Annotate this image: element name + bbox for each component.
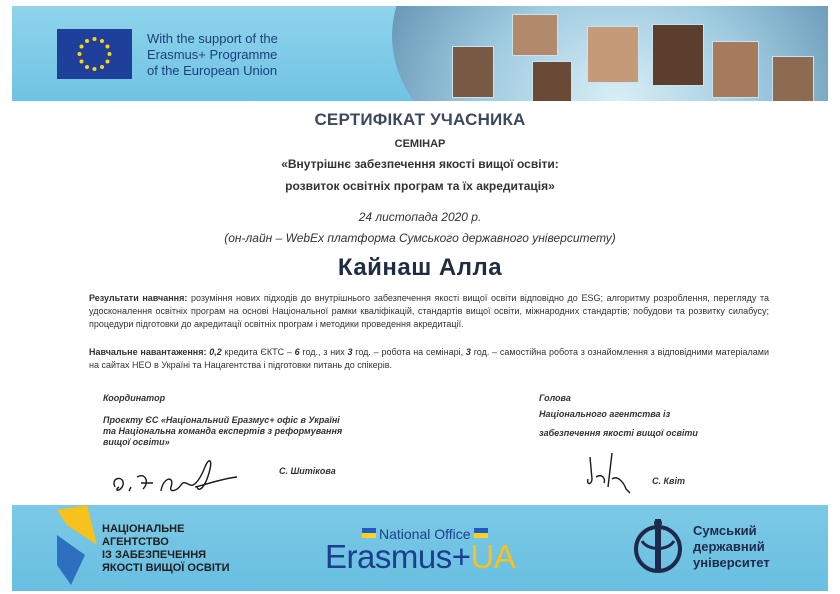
people-photo bbox=[532, 61, 572, 101]
participant-name: Кайнаш Алла bbox=[337, 254, 503, 281]
footer-banner bbox=[12, 505, 828, 591]
event-venue: (он-лайн – WebEx платформа Сумського державного університету) bbox=[224, 231, 616, 245]
support-line: Erasmus+ Programme bbox=[147, 47, 278, 62]
eu-flag-icon bbox=[57, 29, 132, 79]
ua-text: UA bbox=[470, 538, 516, 575]
workload-label: Навчальне навантаження: bbox=[89, 347, 207, 357]
workload-text: год. – самостійна робота з ознайомлення з відповідними матеріалами на сайтах НЕО в Україні та Нацагентства і підготовки питань до спікерів. bbox=[89, 347, 769, 370]
nqa-line: НАЦІОНАЛЬНЕ bbox=[102, 523, 185, 535]
workload-hours-seminar: 3 bbox=[347, 347, 353, 357]
coordinator-org-line: та Національна команда експертів з реформування bbox=[103, 426, 343, 436]
nqa-logo-icon bbox=[57, 505, 97, 585]
workload-text: год. – робота на семінарі, bbox=[352, 347, 466, 357]
nqa-line: АГЕНТСТВО bbox=[102, 536, 169, 548]
people-photo bbox=[512, 14, 558, 56]
coordinator-org-line: Проєкту ЄС «Національний Еразмус+ офіс в Україні bbox=[103, 415, 340, 425]
erasmus-text: Erasmus+ bbox=[325, 538, 471, 575]
sumdu-line: університет bbox=[693, 555, 770, 570]
nqa-line: ЯКОСТІ ВИЩОЇ ОСВІТИ bbox=[102, 562, 230, 574]
ukraine-flag-icon bbox=[474, 528, 488, 538]
people-photo bbox=[772, 56, 814, 101]
support-line: With the support of the bbox=[147, 31, 278, 46]
workload-credits: 0,2 bbox=[209, 347, 222, 357]
nqa-name bbox=[102, 523, 230, 575]
certificate-title: СЕРТИФІКАТ УЧАСНИКА bbox=[314, 110, 526, 129]
erasmus-ua-logo bbox=[325, 538, 515, 576]
head-name: С. Квіт bbox=[652, 476, 685, 486]
people-photo bbox=[452, 46, 494, 98]
support-line: of the European Union bbox=[147, 63, 278, 78]
eu-support-text bbox=[147, 31, 278, 79]
people-photo bbox=[712, 41, 759, 98]
sumdu-logo-icon bbox=[628, 517, 688, 577]
results-label: Результати навчання: bbox=[89, 293, 188, 303]
head-signature-icon bbox=[582, 449, 642, 494]
head-org-line: Національного агентства із bbox=[539, 409, 671, 419]
coordinator-name: С. Шитікова bbox=[279, 466, 336, 476]
topic-line-2: розвиток освітніх програм та їх акредитація» bbox=[285, 179, 555, 193]
learning-results bbox=[89, 292, 769, 331]
workload-text: год., з них bbox=[299, 347, 348, 357]
workload-text: кредита ЄКТС – bbox=[221, 347, 295, 357]
head-org-line: забезпечення якості вищої освіти bbox=[539, 428, 698, 438]
sumdu-line: Сумський bbox=[693, 523, 757, 538]
sumdu-line: державний bbox=[693, 539, 765, 554]
event-date: 24 листопада 2020 р. bbox=[358, 210, 482, 224]
workload bbox=[89, 346, 769, 372]
coordinator-label: Координатор bbox=[103, 393, 166, 403]
workload-hours-total: 6 bbox=[294, 347, 300, 357]
results-text: розуміння нових підходів до внутрішнього забезпечення якості вищої освіти відповідно до ESG; алгоритму розроблення, перегляду та удосконалення освітніх програм на основі Національної рамки кваліфікацій, стандартів вищої освіти, міжнародних стандартів; побудови та розвитку силабусу; процедури підготовки до акредитації освітніх програм і методики проведення акредитації. bbox=[89, 293, 769, 329]
head-label: Голова bbox=[539, 393, 571, 403]
header-banner bbox=[12, 6, 828, 101]
topic-line-1: «Внутрішнє забезпечення якості вищої освіти: bbox=[281, 157, 559, 171]
national-office-text: National Office bbox=[379, 526, 471, 542]
coordinator-signature-icon bbox=[105, 447, 245, 497]
people-photo bbox=[587, 26, 639, 83]
nqa-line: ІЗ ЗАБЕЗПЕЧЕННЯ bbox=[102, 549, 207, 561]
sumdu-name bbox=[693, 523, 770, 571]
coordinator-org bbox=[103, 415, 423, 448]
workload-hours-self: 3 bbox=[465, 347, 471, 357]
people-photo bbox=[652, 24, 704, 86]
event-type: СЕМІНАР bbox=[394, 138, 446, 150]
coordinator-org-line: вищої освіти» bbox=[103, 437, 170, 447]
ukraine-flag-icon bbox=[362, 528, 376, 538]
